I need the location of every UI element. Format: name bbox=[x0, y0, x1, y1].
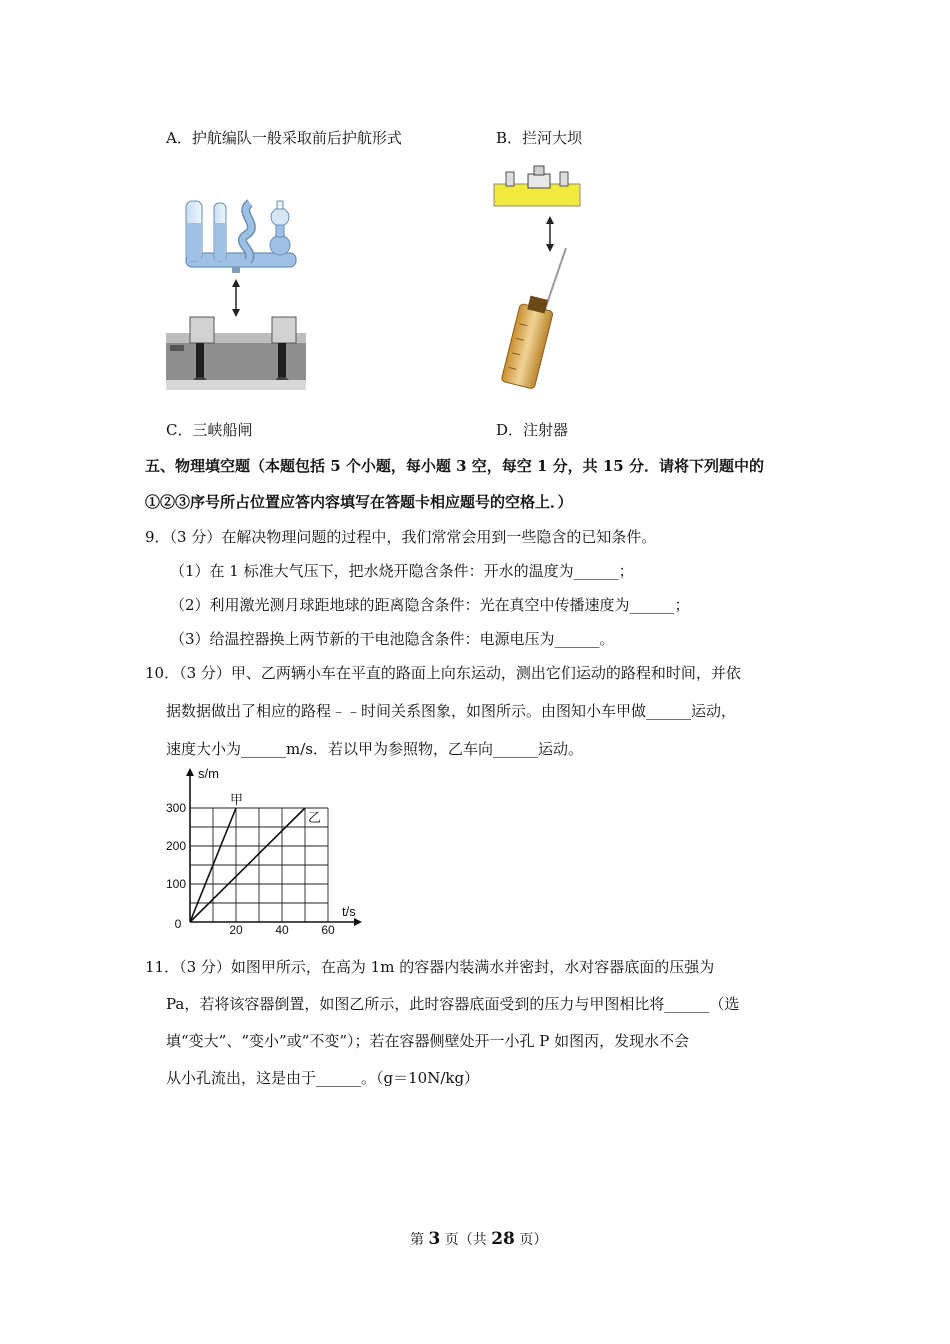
chart-grid bbox=[190, 808, 328, 922]
q9-stem: 9．（3 分）在解决物理问题的过程中，我们常常会用到一些隐含的已知条件。 bbox=[145, 528, 657, 546]
syringe-figure bbox=[494, 158, 606, 390]
footer-mid: 页（共 bbox=[440, 1232, 492, 1248]
x-tick-label: 60 bbox=[321, 923, 335, 937]
q9-part1: （1）在 1 标准大气压下，把水烧开隐含条件：开水的温度为______； bbox=[170, 562, 634, 580]
option-c: C．三峡船闸 bbox=[166, 421, 253, 439]
x-tick-label: 40 bbox=[275, 923, 289, 937]
x-tick-label: 0 bbox=[174, 917, 182, 931]
page-footer bbox=[410, 1229, 547, 1249]
q9-part3: （3）给温控器换上两节新的干电池隐含条件：电源电压为______。 bbox=[170, 630, 615, 648]
x-axis-label: t/s bbox=[342, 904, 356, 919]
y-axis-arrow bbox=[186, 768, 194, 776]
y-tick-label: 100 bbox=[165, 877, 186, 891]
option-a: A．护航编队一般采取前后护航形式 bbox=[166, 129, 402, 147]
y-tick-label: 300 bbox=[165, 801, 186, 815]
q10-line1: 10．（3 分）甲、乙两辆小车在平直的路面上向东运动，测出它们运动的路程和时间，并依 bbox=[145, 664, 741, 682]
option-b: B．拦河大坝 bbox=[496, 129, 583, 147]
q11-line2: Pa，若将该容器倒置，如图乙所示，此时容器底面受到的压力与甲图相比将______（选 bbox=[166, 995, 740, 1013]
q11-line4: 从小孔流出，这是由于______。（g＝10N/kg） bbox=[166, 1069, 480, 1087]
y-axis-label: s/m bbox=[198, 766, 219, 781]
footer-total-pages: 28 bbox=[491, 1229, 515, 1249]
footer-post: 页） bbox=[514, 1232, 548, 1248]
series-label: 甲 bbox=[230, 792, 244, 807]
section5-line1: 五、物理填空题（本题包括 5 个小题，每小题 3 空，每空 1 分，共 15 分．请将下列题中的 bbox=[145, 457, 764, 475]
q10-line2: 据数据做出了相应的路程﹣﹣时间关系图象，如图所示。由图知小车甲做______运动， bbox=[166, 702, 737, 720]
section5-line2: ①②③序号所占位置应答内容填写在答题卡相应题号的空格上．） bbox=[145, 493, 573, 511]
q11-line1: 11．（3 分）如图甲所示，在高为 1m 的容器内装满水并密封，水对容器底面的压强为 bbox=[145, 958, 715, 976]
option-d: D．注射器 bbox=[496, 421, 569, 439]
connected-vessels-figure bbox=[166, 195, 308, 392]
footer-pre: 第 bbox=[410, 1232, 429, 1248]
x-axis-arrow bbox=[354, 918, 362, 926]
footer-page-number: 3 bbox=[428, 1229, 441, 1249]
q9-part2: （2）利用激光测月球距地球的距离隐含条件：光在真空中传播速度为______； bbox=[170, 596, 690, 614]
x-tick-label: 20 bbox=[229, 923, 243, 937]
series-label: 乙 bbox=[308, 810, 322, 825]
q10-line3: 速度大小为______m/s．若以甲为参照物，乙车向______运动。 bbox=[166, 740, 583, 758]
distance-time-chart bbox=[160, 762, 356, 940]
y-tick-label: 200 bbox=[165, 839, 186, 853]
q11-line3: 填“变大”、“变小”或“不变”）；若在容器侧壁处开一小孔 P 如图丙，发现水不会 bbox=[166, 1032, 690, 1050]
